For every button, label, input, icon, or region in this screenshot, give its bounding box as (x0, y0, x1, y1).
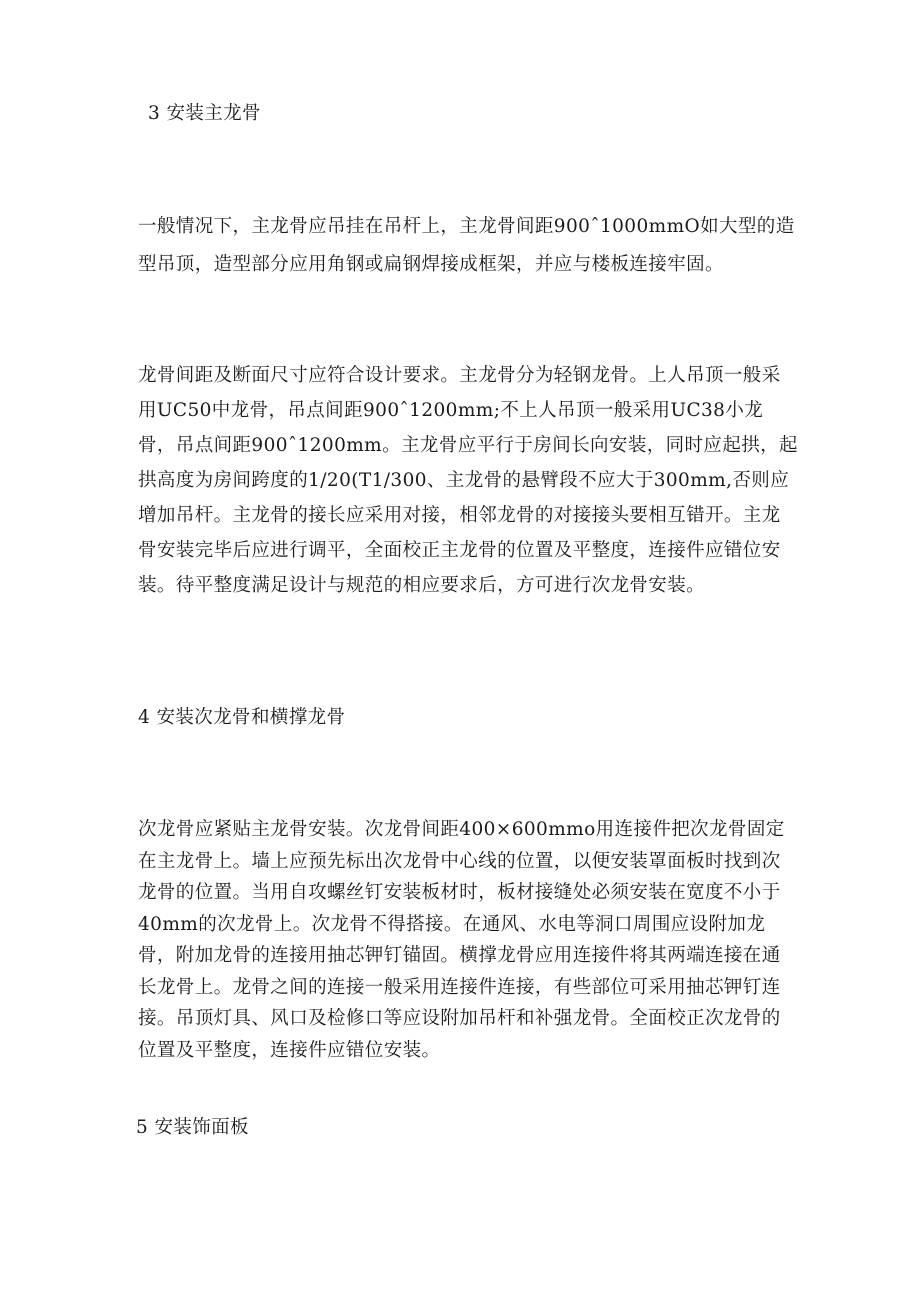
paragraph-secondary-keel: 次龙骨应紧贴主龙骨安装。次龙骨间距400×600mmo用连接件把次龙骨固定在主龙骨上。墙上应预先标出次龙骨中心线的位置，以便安装罩面板时找到次龙骨的位置。当用自攻螺丝钉安装板材时，板材接缝处必须安装在宽度不小于40mm的次龙骨上。次龙骨不得搭接。在通风、水电等洞口周围应设附加龙骨，附加龙骨的连接用抽芯钾钉锚固。横撑龙骨应用连接件将其两端连接在通长龙骨上。龙骨之间的连接一般采用连接件连接，有些部位可采用抽芯钾钉连接。吊顶灯具、风口及检修口等应设附加吊杆和补强龙骨。全面校正次龙骨的位置及平整度，连接件应错位安装。 (138, 819, 785, 1061)
paragraph-main-keel-hanging: 一般情况下，主龙骨应吊挂在吊杆上，主龙骨间距900ˆ1000mmO如大型的造型吊顶，造型部分应用角钢或扁钢焊接成框架，并应与楼板连接牢固。 (138, 216, 795, 275)
section-heading-5: 5 安装饰面板 (136, 1117, 249, 1138)
section-heading-3: 3 安装主龙骨 (148, 103, 261, 124)
paragraph-main-keel-spacing: 龙骨间距及断面尺寸应符合设计要求。主龙骨分为轻钢龙骨。上人吊顶一般采用UC50中龙骨，吊点间距900ˆ1200mm;不上人吊顶一般采用UC38小龙骨，吊点间距900ˆ1200mm。主龙骨应平行于房间长向安装，同时应起拱，起拱高度为房间跨度的1/20(T1/300、主龙骨的悬臂段不应大于300mm,否则应增加吊杆。主龙骨的接长应采用对接，相邻龙骨的对接接头要相互错开。主龙骨安装完毕后应进行调平，全面校正主龙骨的位置及平整度，连接件应错位安装。待平整度满足设计与规范的相应要求后，方可进行次龙骨安装。 (138, 365, 798, 596)
section-heading-4: 4 安装次龙骨和横撑龙骨 (138, 707, 346, 728)
